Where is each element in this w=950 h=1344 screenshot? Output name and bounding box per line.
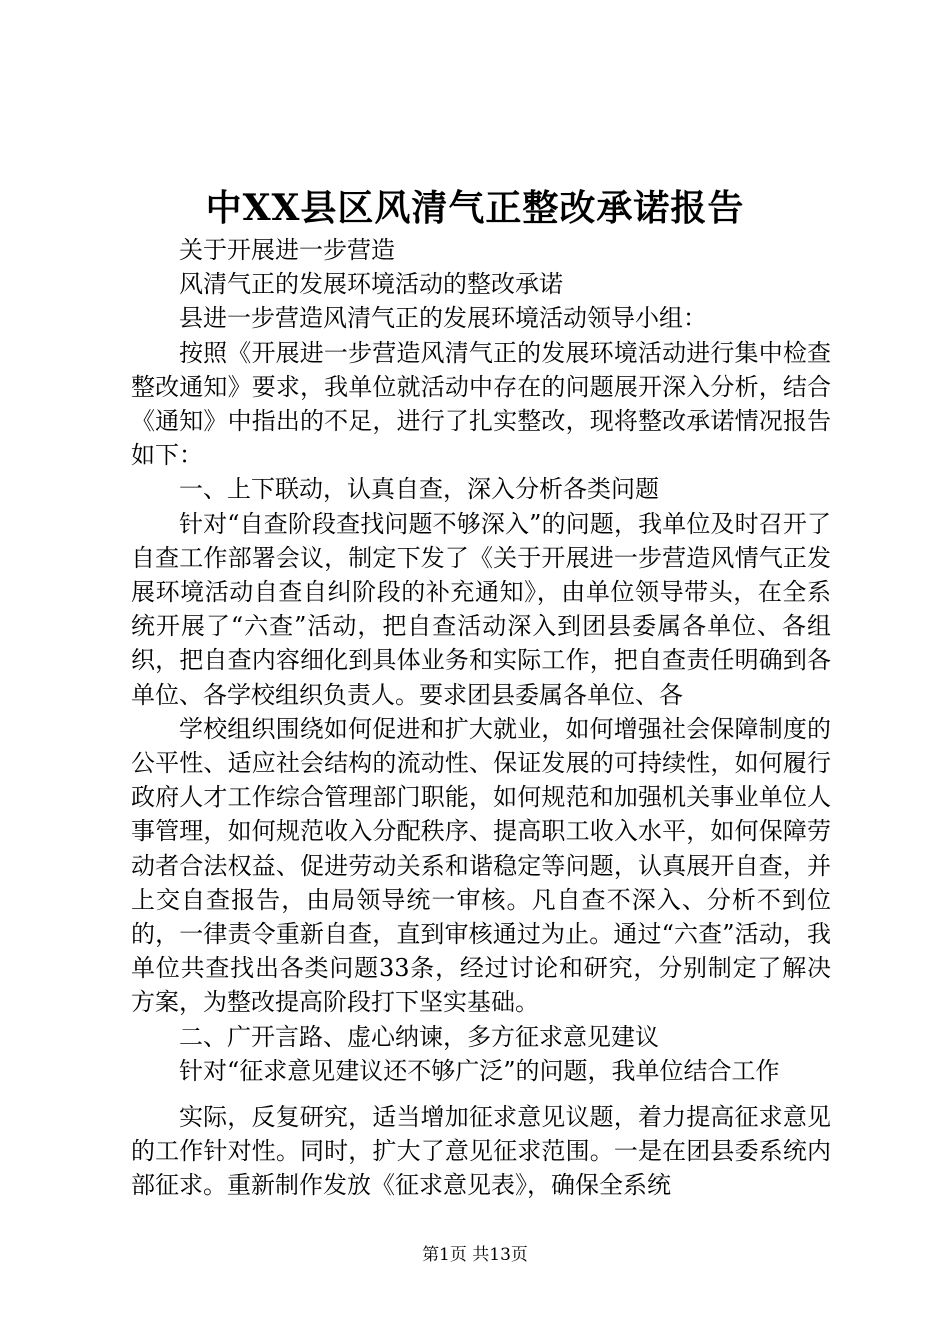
paragraph: 实际，反复研究，适当增加征求意见议题，着力提高征求意见的工作针对性。同时，扩大了意见征求范围。一是在团县委系统内部征求。重新制作发放《征求意见表》，确保全系统 [131,1103,831,1200]
paragraph: 关于开展进一步营造 [179,236,395,264]
section-heading: 一、上下联动，认真自查，深入分析各类问题 [179,475,659,504]
page-number: 第1页 共13页 [422,1245,528,1265]
paragraph: 按照《开展进一步营造风清气正的发展环境活动进行集中检查整改通知》要求，我单位就活动中存在的问题展开深入分析，结合《通知》中指出的不足，进行了扎实整改，现将整改承诺情况报告如下： [131,338,831,470]
document-body [131,233,831,1203]
document-title: 中XX县区风清气正整改承诺报告 [205,187,745,229]
paragraph: 针对“征求意见建议还不够广泛”的问题，我单位结合工作 [179,1056,780,1085]
section-heading: 二、广开言路、虚心纳谏，多方征求意见建议 [179,1022,659,1051]
paragraph: 县进一步营造风清气正的发展环境活动领导小组： [179,304,707,333]
paragraph: 学校组织围绕如何促进和扩大就业，如何增强社会保障制度的公平性、适应社会结构的流动性、保证发展的可持续性，如何履行政府人才工作综合管理部门职能，如何规范和加强机关事业单位人事管理，如何规范收入分配秩序、提高职工收入水平，如何保障劳动者合法权益、促进劳动关系和谐稳定等问题，认真展开自查，并上交自查报告，由局领导统一审核。凡自查不深入、分析不到位的，一律责令重新自查，直到审核通过为止。通过“六查”活动，我单位共查找出各类问题33条，经过讨论和研究，分别制定了解决方案，为整改提高阶段打下坚实基础。 [131,714,831,1017]
paragraph: 针对“自查阶段查找问题不够深入”的问题，我单位及时召开了自查工作部署会议，制定下发了《关于开展进一步营造风情气正发展环境活动自查自纠阶段的补充通知》，由单位领导带头，在全系统开展了“六查”活动，把自查活动深入到团县委属各单位、各组织，把自查内容细化到具体业务和实际工作，把自查责任明确到各单位、各学校组织负责人。要求团县委属各单位、各 [131,509,831,709]
paragraph: 风清气正的发展环境活动的整改承诺 [179,270,563,299]
